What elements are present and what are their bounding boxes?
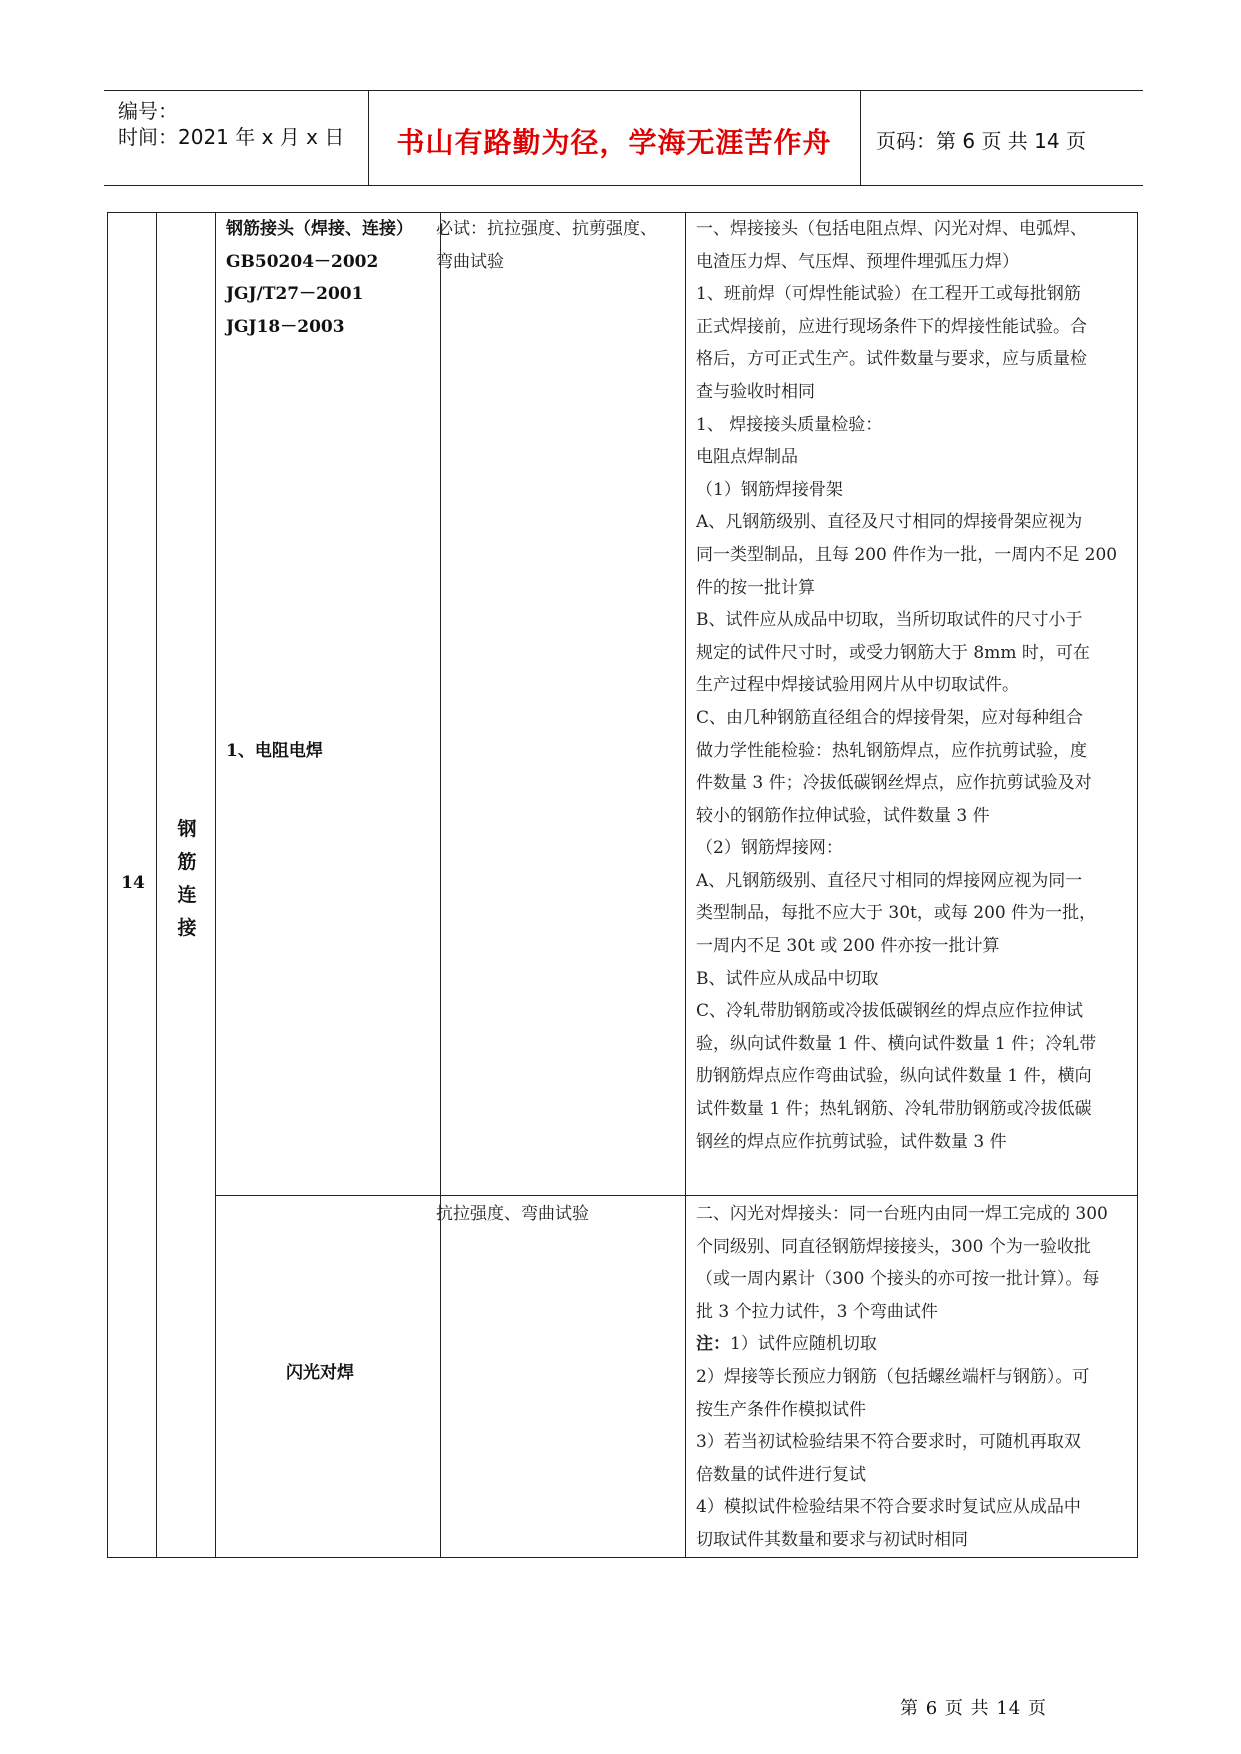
desc-line: 格后，方可正式生产。试件数量与要求，应与质量检 — [696, 349, 1087, 370]
desc-line: 件数量 3 件；冷拔低碳钢丝焊点，应作抗剪试验及对 — [696, 773, 1092, 794]
row-number: 14 — [121, 873, 145, 893]
desc-line: 类型制品，每批不应大于 30t，或每 200 件为一批， — [696, 903, 1097, 924]
requirements-table — [107, 212, 1138, 1558]
header-center-cell — [368, 91, 861, 185]
desc-line: 件的按一批计算 — [696, 577, 815, 598]
desc-line: 肋钢筋焊点应作弯曲试验，纵向试件数量 1 件，横向 — [696, 1066, 1092, 1087]
note-line: 4）模拟试件检验结果不符合要求时复试应从成品中 — [696, 1497, 1081, 1518]
desc-line: 电阻点焊制品 — [696, 447, 798, 468]
page-info-label: 页码：第 6 页 共 14 页 — [876, 129, 1086, 153]
test-line: 弯曲试验 — [436, 251, 504, 272]
column-divider — [685, 213, 686, 1557]
note-line: 切取试件其数量和要求与初试时相同 — [696, 1529, 968, 1550]
note-line: 按生产条件作模拟试件 — [696, 1399, 866, 1420]
desc-line: 生产过程中焊接试验用网片从中切取试件。 — [696, 675, 1019, 696]
desc-line: 查与验收时相同 — [696, 381, 815, 402]
note-line — [696, 1328, 1136, 1361]
subitem-label: 1、电阻电焊 — [226, 741, 323, 761]
standard-title — [226, 213, 446, 343]
desc-line: 批 3 个拉力试件，3 个弯曲试件 — [696, 1301, 938, 1322]
desc-line: 一、焊接接头（包括电阻点焊、闪光对焊、电弧焊、 — [696, 219, 1087, 239]
note-label: 注： — [696, 1334, 730, 1355]
desc-line: 较小的钢筋作拉伸试验，试件数量 3 件 — [696, 805, 990, 826]
desc-line: B、试件应从成品中切取 — [696, 968, 879, 989]
header-left-cell — [104, 91, 369, 185]
desc-line: 试件数量 1 件；热轧钢筋、冷轧带肋钢筋或冷拔低碳 — [696, 1099, 1092, 1120]
test-items — [436, 213, 674, 278]
note-line: 3）若当初试检验结果不符合要求时，可随机再取双 — [696, 1432, 1081, 1453]
category-char: 接 — [177, 917, 197, 939]
test-line: 抗拉强度、弯曲试验 — [436, 1204, 589, 1224]
desc-line: 电渣压力焊、气压焊、预埋件埋弧压力焊） — [696, 251, 1019, 272]
title-line: JGJ18－2003 — [226, 316, 345, 337]
desc-line: 验，纵向试件数量 1 件、横向试件数量 1 件；冷轧带 — [696, 1033, 1097, 1054]
desc-line: 一周内不足 30t 或 200 件亦按一批计算 — [696, 936, 1000, 957]
flash-weld-test-items — [436, 1198, 674, 1231]
column-divider — [440, 213, 441, 1557]
desc-line: （2）钢筋焊接网： — [696, 838, 843, 859]
desc-line: 做力学性能检验：热轧钢筋焊点，应作抗剪试验，度 — [696, 740, 1087, 761]
header-right-cell — [860, 91, 1143, 185]
title-line: GB50204－2002 — [226, 251, 379, 272]
desc-line: B、试件应从成品中切取，当所切取试件的尺寸小于 — [696, 610, 1083, 631]
category-label — [158, 813, 216, 945]
desc-line: （1）钢筋焊接骨架 — [696, 479, 843, 500]
desc-line: C、冷轧带肋钢筋或冷拔低碳钢丝的焊点应作拉伸试 — [696, 1001, 1084, 1022]
category-char: 筋 — [177, 851, 197, 873]
desc-line: A、凡钢筋级别、直径尺寸相同的焊接网应视为同一 — [696, 870, 1083, 891]
row-divider — [215, 1195, 1137, 1196]
desc-line: 规定的试件尺寸时，或受力钢筋大于 8mm 时，可在 — [696, 642, 1090, 663]
page-footer: 第 6 页 共 14 页 — [900, 1698, 1047, 1719]
desc-line: 1、班前焊（可焊性能试验）在工程开工或每批钢筋 — [696, 284, 1081, 305]
flash-weld-description — [696, 1198, 1136, 1557]
date-label: 时间：2021 年 x 月 x 日 — [118, 125, 345, 149]
desc-line: 正式焊接前，应进行现场条件下的焊接性能试验。合 — [696, 316, 1087, 337]
category-char: 连 — [177, 884, 197, 906]
note-text: 1）试件应随机切取 — [730, 1334, 877, 1355]
serial-number-label: 编号： — [118, 99, 178, 123]
desc-line: 1、 焊接接头质量检验： — [696, 414, 883, 435]
page-header — [104, 90, 1143, 186]
category-char: 钢 — [177, 818, 197, 840]
flash-butt-weld-title: 闪光对焊 — [286, 1363, 354, 1383]
motto-text: 书山有路勤为径，学海无涯苦作舟 — [396, 126, 832, 159]
desc-line: A、凡钢筋级别、直径及尺寸相同的焊接骨架应视为 — [696, 512, 1083, 533]
requirement-description — [696, 213, 1136, 1158]
title-line: JGJ/T27－2001 — [226, 284, 364, 305]
desc-line: 二、闪光对焊接头：同一台班内由同一焊工完成的 300 — [696, 1204, 1108, 1224]
desc-line: （或一周内累计（300 个接头的亦可按一批计算）。每 — [696, 1269, 1100, 1290]
note-line: 2）焊接等长预应力钢筋（包括螺丝端杆与钢筋）。可 — [696, 1366, 1090, 1387]
title-line: 钢筋接头（焊接、连接） — [226, 219, 413, 239]
desc-line: 个同级别、同直径钢筋焊接接头，300 个为一验收批 — [696, 1236, 1091, 1257]
test-line: 必试：抗拉强度、抗剪强度、 — [436, 219, 657, 239]
desc-line: 同一类型制品，且每 200 件作为一批，一周内不足 200 — [696, 544, 1118, 565]
desc-line: 钢丝的焊点应作抗剪试验，试件数量 3 件 — [696, 1131, 1007, 1152]
note-line: 倍数量的试件进行复试 — [696, 1464, 866, 1485]
desc-line: C、由几种钢筋直径组合的焊接骨架，应对每种组合 — [696, 707, 1084, 728]
